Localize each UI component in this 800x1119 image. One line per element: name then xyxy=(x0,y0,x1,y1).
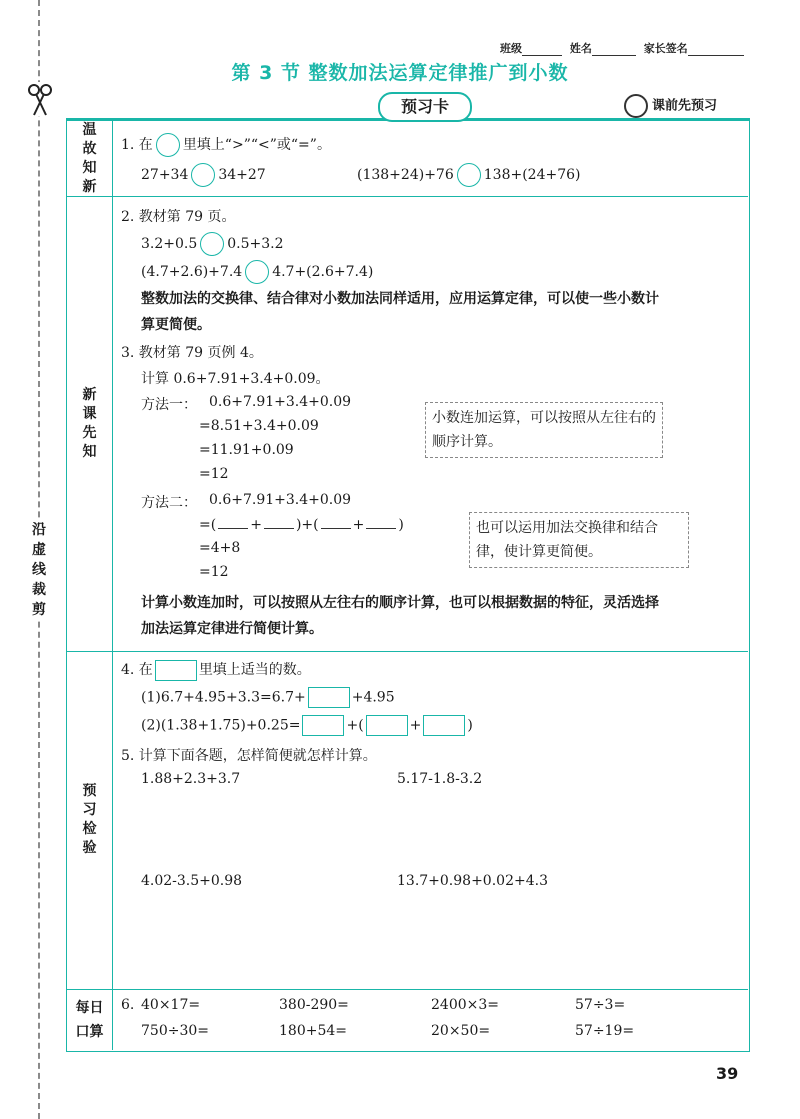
worksheet-table xyxy=(66,120,750,1052)
summary-line2: 加法运算定律进行简便计算。 xyxy=(141,621,323,637)
question-1-title: 1. 在 里填上“>”“<”或“=”。 xyxy=(121,133,331,157)
question-2a: 3.2+0.5 0.5+3.2 xyxy=(141,232,284,256)
row-label-review: 温 故 知 新 xyxy=(67,121,113,196)
answer-box-4-2a[interactable] xyxy=(302,715,344,736)
row-review xyxy=(67,121,748,197)
answer-box-4-1[interactable] xyxy=(308,687,350,708)
method2-line3: =4+8 xyxy=(199,540,241,556)
card-title: 预习卡 xyxy=(378,92,472,122)
row-preview-check xyxy=(67,651,748,990)
mental-item: 180+54= xyxy=(279,1023,347,1039)
row-new-lesson xyxy=(67,196,748,652)
answer-oval-2a[interactable] xyxy=(200,232,224,256)
answer-oval-2b[interactable] xyxy=(245,260,269,284)
mental-item: 40×17= xyxy=(141,997,201,1013)
preview-badge: 课前先预习 xyxy=(624,94,717,118)
blank-input[interactable] xyxy=(218,516,248,529)
answer-box xyxy=(155,660,197,681)
question-3-title: 3. 教材第 79 页例 4。 xyxy=(121,345,263,361)
parent-sign-field[interactable] xyxy=(688,43,744,56)
student-info-fields: 班级 姓名 家长签名 xyxy=(500,40,744,56)
method1-tip: 小数连加运算，可以按照从左往右的顺序计算。 xyxy=(425,402,663,458)
method2-line4: =12 xyxy=(199,564,229,580)
question-5-title: 5. 计算下面各题，怎样简便就怎样计算。 xyxy=(121,748,377,764)
blank-input[interactable] xyxy=(366,516,396,529)
method1-line3: =11.91+0.09 xyxy=(199,442,294,458)
mental-item: 57÷19= xyxy=(575,1023,635,1039)
question-4-title: 4. 在 里填上适当的数。 xyxy=(121,659,311,681)
name-field[interactable] xyxy=(592,43,636,56)
section-title: 第 3 节 整数加法运算定律推广到小数 xyxy=(231,62,569,84)
question-4-2: (2)(1.38+1.75)+0.25= +( + ) xyxy=(141,715,473,736)
class-field[interactable] xyxy=(522,43,562,56)
question-2-title: 2. 教材第 79 页。 xyxy=(121,209,236,225)
method2-line1: 0.6+7.91+3.4+0.09 xyxy=(209,492,352,508)
mental-item: 2400×3= xyxy=(431,997,499,1013)
method2-label: 方法二： xyxy=(141,495,197,511)
question-5c: 4.02-3.5+0.98 xyxy=(141,873,243,889)
scissors-icon xyxy=(27,82,53,116)
question-4-1: (1)6.7+4.95+3.3=6.7+ +4.95 xyxy=(141,687,395,708)
answer-oval xyxy=(156,133,180,157)
rule-note-line2: 算更简便。 xyxy=(141,317,211,333)
question-1b: (138+24)+76 138+(24+76) xyxy=(357,163,581,187)
question-5a: 1.88+2.3+3.7 xyxy=(141,771,241,787)
answer-oval-1a[interactable] xyxy=(191,163,215,187)
answer-box-4-2b[interactable] xyxy=(366,715,408,736)
blank-input[interactable] xyxy=(321,516,351,529)
method2-tip: 也可以运用加法交换律和结合律，使计算更简便。 xyxy=(469,512,689,568)
question-3-calc: 计算 0.6+7.91+3.4+0.09。 xyxy=(141,371,330,387)
row-daily-mental-math xyxy=(67,989,748,1050)
cut-instruction: 沿 虚 线 裁 剪 xyxy=(32,522,46,618)
method1-line4: =12 xyxy=(199,466,229,482)
clock-icon xyxy=(624,94,648,118)
rule-note-line1: 整数加法的交换律、结合律对小数加法同样适用，应用运算定律，可以使一些小数计 xyxy=(141,291,659,307)
mental-item: 57÷3= xyxy=(575,997,626,1013)
method1-line2: =8.51+3.4+0.09 xyxy=(199,418,319,434)
question-5d: 13.7+0.98+0.02+4.3 xyxy=(397,873,548,889)
method1-label: 方法一： xyxy=(141,397,197,413)
question-2b: (4.7+2.6)+7.4 4.7+(2.6+7.4) xyxy=(141,260,373,284)
mental-item: 20×50= xyxy=(431,1023,491,1039)
method1-line1: 0.6+7.91+3.4+0.09 xyxy=(209,394,352,410)
question-5b: 5.17-1.8-3.2 xyxy=(397,771,483,787)
row-label-daily: 每日 口算 xyxy=(67,989,113,1050)
method2-line2: =( + )+( + ) xyxy=(199,517,404,533)
page-number: 39 xyxy=(716,1064,739,1083)
question-1a: 27+34 34+27 xyxy=(141,163,266,187)
mental-item: 750÷30= xyxy=(141,1023,209,1039)
mental-item: 380-290= xyxy=(279,997,349,1013)
answer-oval-1b[interactable] xyxy=(457,163,481,187)
blank-input[interactable] xyxy=(264,516,294,529)
answer-box-4-2c[interactable] xyxy=(423,715,465,736)
summary-line1: 计算小数连加时，可以按照从左往右的顺序计算，也可以根据数据的特征，灵活选择 xyxy=(141,595,659,611)
row-label-new-lesson: 新 课 先 知 xyxy=(67,196,113,651)
row-label-preview-check: 预 习 检 验 xyxy=(67,651,113,989)
question-6-number: 6. xyxy=(121,997,135,1013)
